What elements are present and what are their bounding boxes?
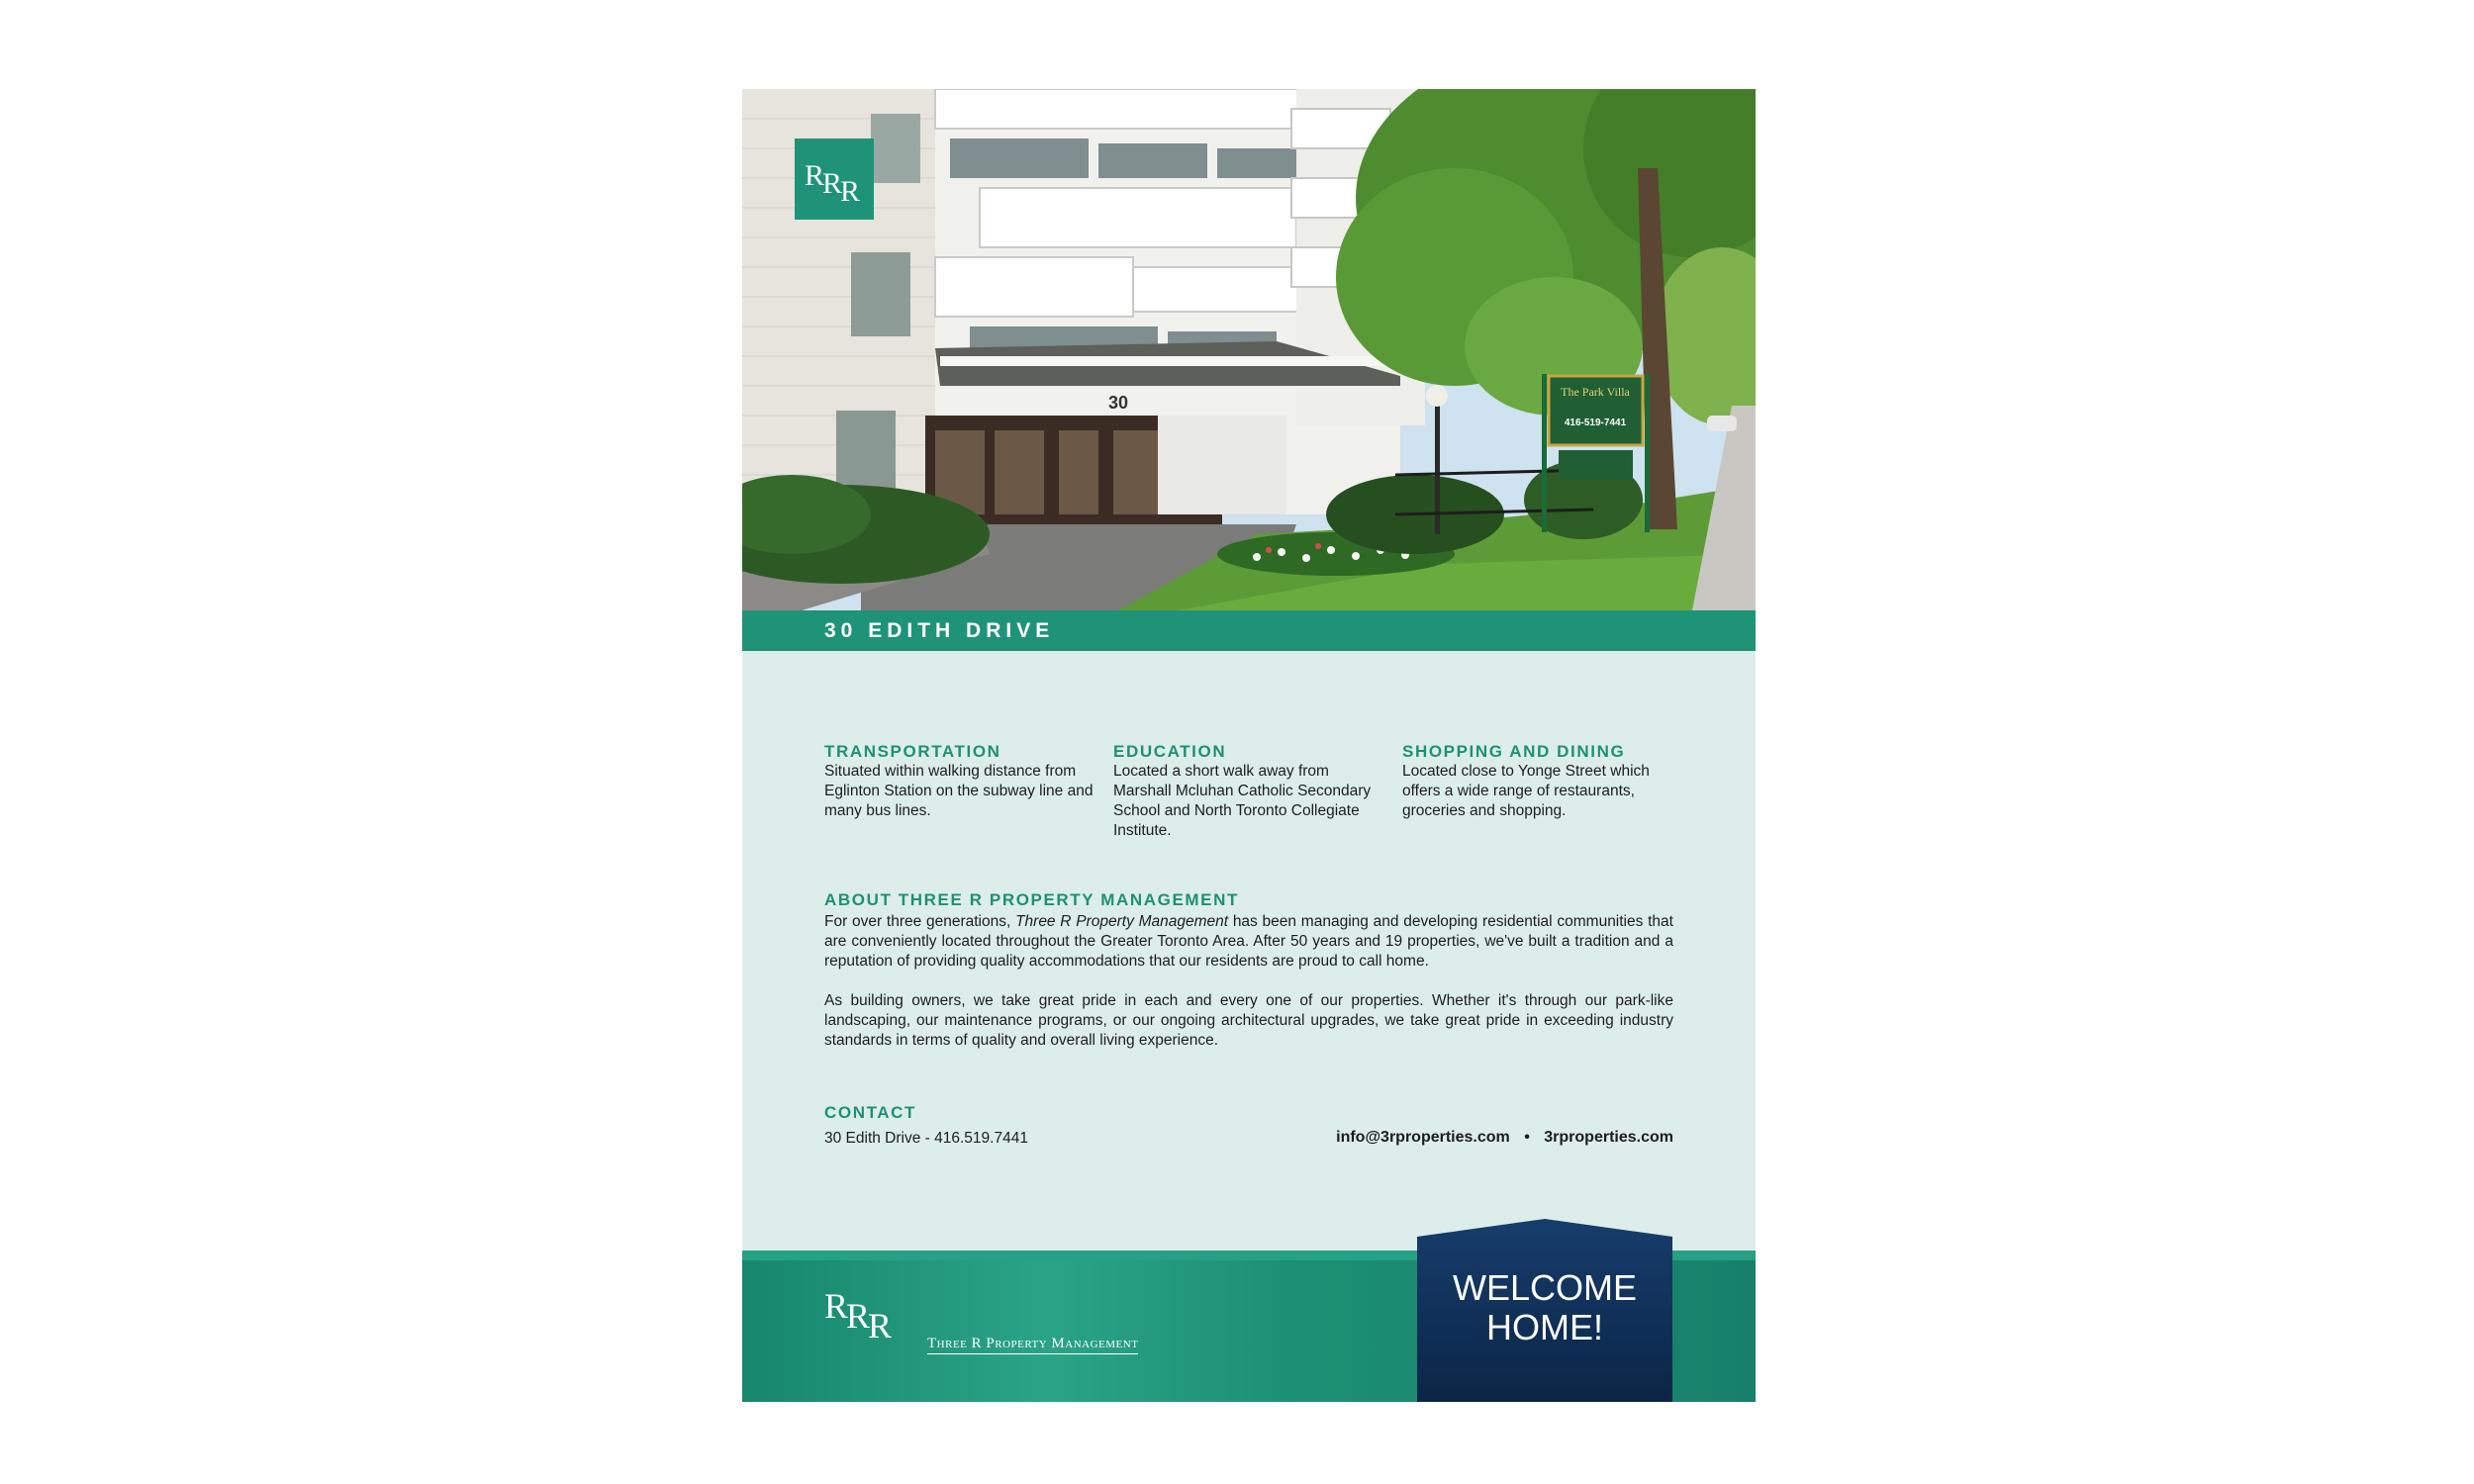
contact-separator: •	[1524, 1129, 1530, 1146]
about-heading: ABOUT THREE R PROPERTY MANAGEMENT	[824, 890, 1239, 909]
contact-website-link[interactable]: 3rproperties.com	[1544, 1129, 1673, 1146]
welcome-home-badge	[1417, 1219, 1672, 1402]
about-paragraph-2: As building owners, we take great pride in each and every one of our properties. Whether it's through our park-like landscaping, our maintenance programs, or our ongoing architectural upgrades, we take great pride in exceeding industry standards in terms of quality and overall living experience.	[824, 992, 1673, 1049]
svg-text:The Park Villa: The Park Villa	[1561, 385, 1630, 399]
feature-education	[1113, 742, 1390, 841]
about-section	[824, 890, 1673, 1051]
footer-company-logo	[824, 1284, 1161, 1363]
footer-logo-r1: R	[824, 1286, 849, 1326]
contact-heading: CONTACT	[824, 1103, 917, 1122]
property-title: 30 EDITH DRIVE	[824, 619, 1055, 642]
education-text: Located a short walk away from Marshall Mcluhan Catholic Secondary School and North Toronto Collegiate Institute.	[1113, 763, 1372, 839]
footer-logo-r2: R	[846, 1296, 871, 1336]
svg-text:416-519-7441: 416-519-7441	[1564, 417, 1627, 428]
about-p1-start: For over three generations,	[824, 913, 1016, 930]
building-photo	[742, 89, 1756, 610]
about-p1-end: has been managing and developing residential communities that are conveniently located throughout the Greater Toronto Area. After 50 years and 19 properties, we've built a tradition and a reputation of providing quality accommodations that our residents are proud to call home.	[824, 913, 1673, 970]
about-paragraph-1	[824, 912, 1673, 972]
contact-section	[824, 1103, 1673, 1149]
welcome-line-1: WELCOME	[1452, 1267, 1637, 1308]
rrr-monogram: R R R	[805, 159, 861, 208]
shopping-dining-text: Located close to Yonge Street which offers a wide range of restaurants, groceries and shopping.	[1402, 763, 1650, 819]
about-company-name: Three R Property Management	[1015, 913, 1229, 930]
feature-transportation	[824, 742, 1101, 821]
footer-company-name: Three R Property Management	[927, 1336, 1138, 1354]
shopping-dining-heading: SHOPPING AND DINING	[1402, 742, 1626, 761]
contact-links	[1336, 1129, 1673, 1149]
education-heading: EDUCATION	[1113, 742, 1227, 761]
footer-logo-r3: R	[868, 1306, 893, 1345]
welcome-line-2: HOME!	[1485, 1307, 1603, 1347]
transportation-heading: TRANSPORTATION	[824, 742, 1001, 761]
rrr-logo-badge	[795, 139, 874, 220]
contact-email-link[interactable]: info@3rproperties.com	[1336, 1129, 1510, 1146]
title-band	[742, 610, 1756, 651]
transportation-text: Situated within walking distance from Eglinton Station on the subway line and many bus lines.	[824, 763, 1094, 819]
svg-text:30: 30	[1108, 393, 1129, 413]
property-flyer	[742, 89, 1756, 1402]
contact-address-phone: 30 Edith Drive - 416.519.7441	[824, 1130, 1028, 1147]
feature-shopping-dining	[1402, 742, 1679, 821]
